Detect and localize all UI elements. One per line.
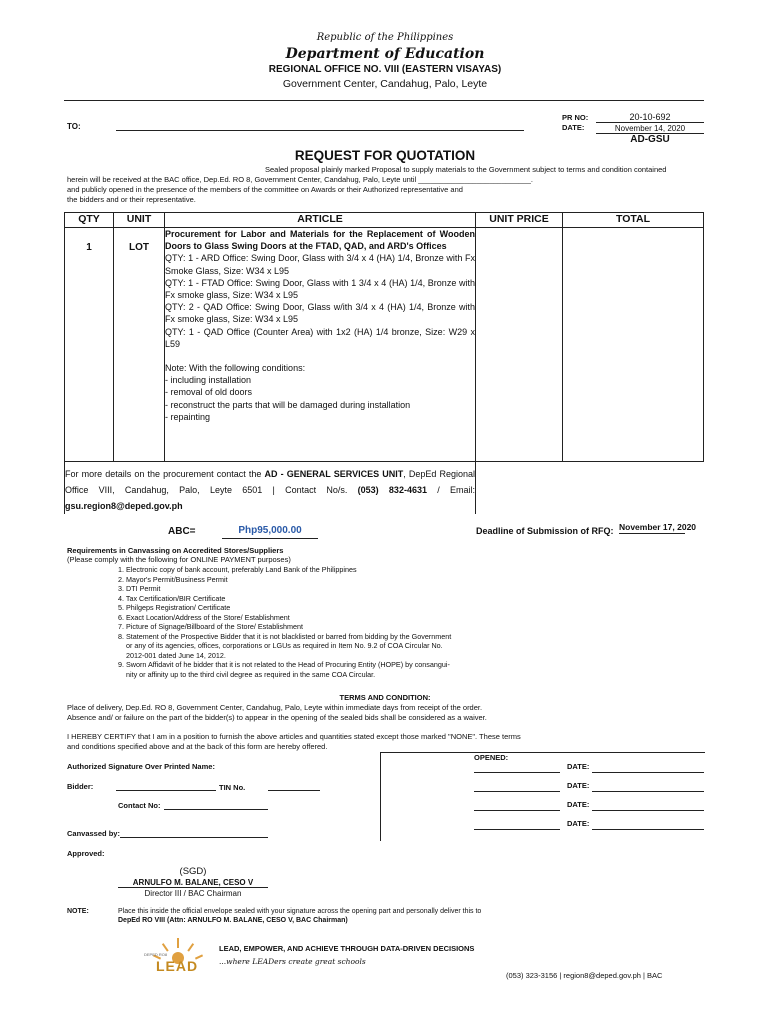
requirements-subtitle: (Please comply with the following for ONLINE PAYMENT purposes): [67, 555, 291, 564]
article-title: Procurement for Labor and Materials for the Replacement of Wooden Doors to Glass Swing Doors at the FTAD, QAD, and ARD's Offices: [165, 229, 475, 252]
article-cell: [165, 228, 476, 462]
opened-date-line-2: [592, 791, 704, 792]
opened-label: OPENED:: [474, 753, 509, 762]
department-title: Department of Education: [285, 46, 485, 62]
contact-email: gsu.region8@deped.gov.ph: [65, 501, 183, 511]
requirement-item: 8. Statement of the Prospective Bidder that it is not blacklisted or barred from bidding by the Government: [118, 631, 452, 641]
office-address: Government Center, Candahug, Palo, Leyte: [282, 78, 488, 90]
header-divider: [64, 100, 704, 101]
sgd-text: (SGD): [179, 866, 207, 877]
article-item-2: QTY: 1 - FTAD Office: Swing Door, Glass with 1 3/4 x 4 (HA) 1/4, Bronze with Fx smoke glass, Size: W34 x L95: [165, 277, 475, 301]
note-line-1: Place this inside the official envelope sealed with your signature across the opening part and personally deliver this to: [118, 908, 482, 915]
opened-line-2: [474, 791, 560, 792]
to-field-line: [116, 130, 524, 131]
opened-date-label-1: DATE:: [567, 762, 590, 771]
article-item-1: QTY: 1 - ARD Office: Swing Door, Glass with 3/4 x 4 (HA) 1/4, Bronze with Fx Smoke Glass, Size: W34 x L95: [165, 253, 475, 276]
unit-cell: LOT: [114, 228, 165, 462]
office-code: AD-GSU: [630, 134, 670, 145]
approved-label: Approved:: [67, 849, 105, 858]
abc-value: Php95,000.00: [238, 525, 302, 536]
requirement-item: 3. DTI Permit: [118, 584, 161, 593]
requirement-item: 2. Mayor's Permit/Business Permit: [118, 574, 228, 584]
approver-name: ARNULFO M. BALANE, CESO V: [132, 878, 254, 887]
requirement-item: 9. Sworn Affidavit of he bidder that it is not related to the Head of Procuring Entity (HOPE) by consangui-: [118, 660, 450, 669]
quotation-table: [64, 212, 704, 514]
page-title: REQUEST FOR QUOTATION: [294, 148, 476, 163]
unit-price-header: UNIT PRICE: [476, 213, 563, 228]
note-item-3: - reconstruct the parts that will be damaged during installation: [165, 399, 411, 410]
requirement-item: 5. Philgeps Registration/ Certificate: [118, 603, 231, 612]
contact-field-line: [164, 809, 268, 810]
note-item-2: - removal of old doors: [165, 387, 253, 398]
opened-line-1: [474, 772, 560, 773]
requirements-title: Requirements in Canvassing on Accredited Stores/Suppliers: [67, 546, 284, 555]
requirement-item: 7. Picture of Signage/Billboard of the Store/ Establishment: [118, 622, 303, 631]
contact-cell: For more details on the procurement contact the AD - GENERAL SERVICES UNIT, DepEd Regional Office VIII, Candahug, Palo, Leyte 6501 | Contact No/s. (053) 832-4631 / Email: gsu.region8@deped.gov.ph: [65, 462, 476, 515]
footer-tagline: ...where LEADers create great schools: [219, 957, 366, 966]
opened-date-line-4: [592, 829, 704, 830]
terms-line-2: Absence and/ or failure on the part of the bidder(s) to appear in the opening of the sealed bids shall be considered as a waiver.: [67, 713, 487, 722]
republic-text: Republic of the Philippines: [316, 32, 454, 43]
approver-underline: [118, 887, 268, 888]
pr-no-value: 20-10-692: [629, 112, 671, 122]
deadline-value: November 17, 2020: [619, 522, 697, 532]
intro-line-1: Sealed proposal plainly marked Proposal to supply materials to the Government subject to terms and condition contained: [265, 165, 667, 174]
requirement-item: 4. Tax Certification/BIR Certificate: [118, 593, 226, 603]
unit-header: UNIT: [114, 213, 165, 228]
date-value: November 14, 2020: [614, 124, 686, 133]
canvassed-field-line: [120, 837, 268, 838]
article-item-4: QTY: 1 - QAD Office (Counter Area) with 1x2 (HA) 1/4 bronze, Size: W29 x L59: [165, 326, 475, 349]
abc-underline: [222, 538, 318, 539]
certify-line-1: I HEREBY CERTIFY that I am in a position to furnish the above articles and quantities stated except those marked "NONE". These terms: [67, 732, 521, 741]
requirement-item: 2012-001 dated June 14, 2012.: [126, 650, 226, 660]
tin-field-line: [268, 790, 320, 791]
opened-date-line-3: [592, 810, 704, 811]
total-cell: [563, 228, 704, 462]
intro-line-3: and publicly opened in the presence of the members of the committee on Awards or their Authorized representative and: [67, 185, 463, 194]
opened-date-label-4: DATE:: [567, 819, 590, 828]
region-title: REGIONAL OFFICE NO. VIII (EASTERN VISAYAS): [268, 64, 502, 75]
bidder-field-line: [116, 790, 216, 791]
requirement-item: or any of its agencies, offices, corporations or LGUs as required in Item No. 9.2 of COA Circular No.: [126, 641, 443, 650]
footer-slogan: LEAD, EMPOWER, AND ACHIEVE THROUGH DATA-DRIVEN DECISIONS: [219, 944, 475, 953]
abc-label: ABC=: [168, 526, 196, 537]
tin-label: TIN No.: [219, 783, 246, 792]
opened-date-label-2: DATE:: [567, 781, 590, 790]
requirement-item: nity or affinity up to the third civil degree as required in the same COA Circular.: [126, 669, 376, 679]
opened-line-4: [474, 829, 560, 830]
note-label: NOTE:: [67, 908, 89, 915]
pr-no-label: PR NO:: [562, 113, 589, 122]
terms-title: TERMS AND CONDITION:: [339, 693, 431, 702]
note-line-2: DepEd RO VIII (Attn: ARNULFO M. BALANE, CESO V, BAC Chairman): [118, 917, 348, 924]
pr-no-underline: [596, 122, 704, 123]
opened-date-line-1: [592, 772, 704, 773]
total-header: TOTAL: [563, 213, 704, 228]
lead-logo-small-text: DEPED RO8: [144, 952, 168, 957]
intro-line-4: the bidders and or their representative.: [67, 195, 196, 204]
note-item-1: - including installation: [165, 375, 252, 386]
footer-contact: (053) 323-3156 | region8@deped.gov.ph | BAC: [506, 971, 663, 980]
lead-logo-text: LEAD: [156, 958, 199, 974]
requirements-list: [118, 565, 451, 679]
certify-line-2: and conditions specified above and at the back of this form are hereby offered.: [67, 742, 328, 751]
note-item-4: - repainting: [165, 411, 211, 422]
opened-date-label-3: DATE:: [567, 800, 590, 809]
qty-header: QTY: [65, 213, 114, 228]
canvassed-by-label: Canvassed by:: [67, 829, 120, 838]
article-header: ARTICLE: [165, 213, 476, 228]
opened-line-3: [474, 810, 560, 811]
opened-box: [380, 752, 705, 841]
unit-price-cell: [476, 228, 563, 462]
approver-position: Director III / BAC Chairman: [144, 889, 242, 898]
date-label: DATE:: [562, 123, 585, 132]
bidder-label: Bidder:: [67, 782, 94, 791]
to-label: TO:: [67, 122, 81, 131]
qty-cell: 1: [65, 228, 114, 462]
requirement-item: 1. Electronic copy of bank account, preferably Land Bank of the Philippines: [118, 565, 357, 574]
note-title: Note: With the following conditions:: [165, 363, 306, 374]
deadline-underline: [619, 533, 685, 534]
contact-no-label: Contact No:: [118, 801, 161, 810]
intro-line-2: herein will be received at the BAC office, Dep.Ed. RO 8, Government Center, Candahug, Palo, Leyte until ___________________________.: [67, 175, 534, 184]
article-item-3: QTY: 2 - QAD Office: Swing Door, Glass w/ith 3/4 x 4 (HA) 1/4, Bronze with Fx smoke glass, Size: W34 x L95: [165, 302, 475, 325]
deadline-label: Deadline of Submission of RFQ:: [476, 526, 614, 536]
terms-line-1: Place of delivery, Dep.Ed. RO 8, Government Center, Candahug, Palo, Leyte within immediate days from receipt of the order.: [67, 703, 483, 712]
authorized-signature-label: Authorized Signature Over Printed Name:: [67, 762, 215, 771]
requirement-item: 6. Exact Location/Address of the Store/ Establishment: [118, 612, 290, 622]
